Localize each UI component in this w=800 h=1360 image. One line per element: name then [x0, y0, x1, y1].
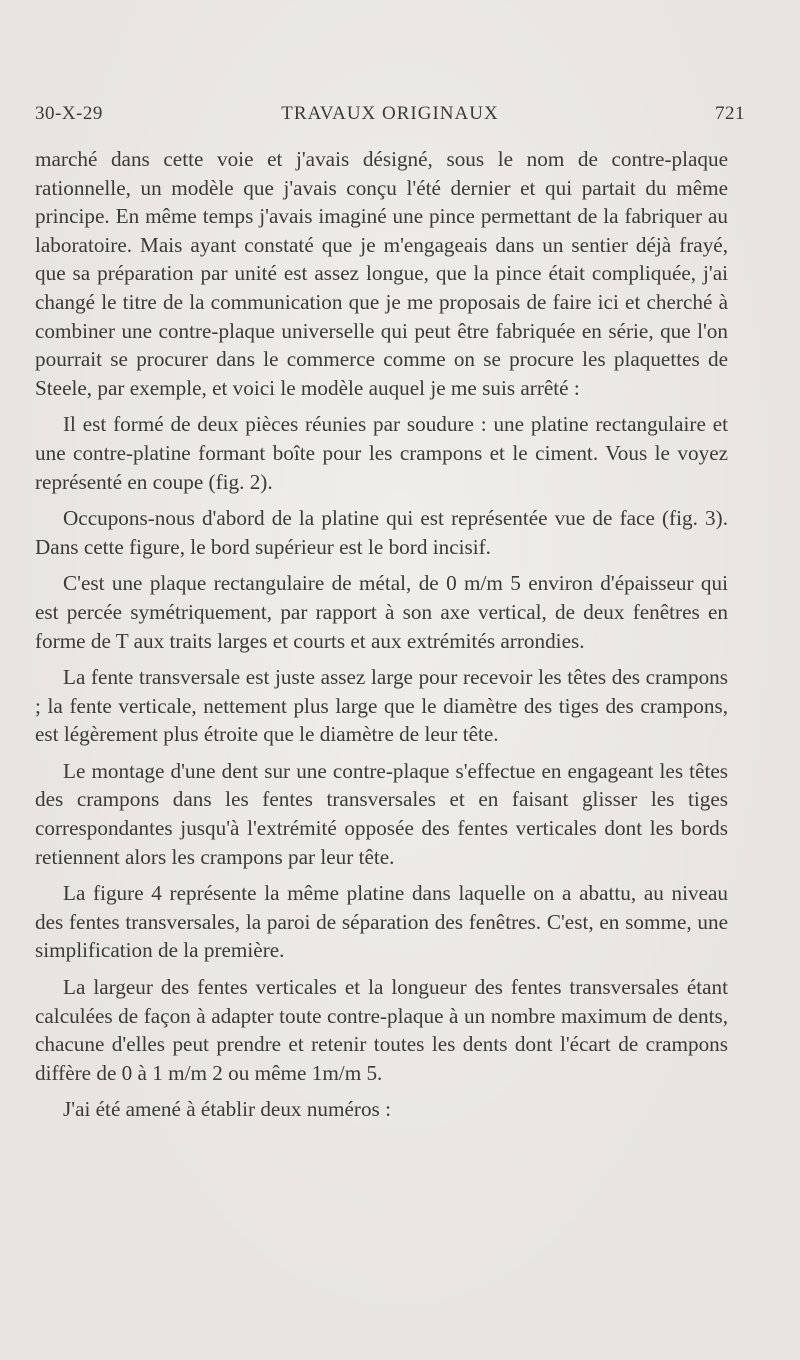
header-date: 30-X-29 — [35, 103, 103, 124]
paragraph: Occupons-nous d'abord de la platine qui est représentée vue de face (fig. 3). Dans cette figure, le bord supérieur est le bord incisif. — [35, 506, 728, 559]
running-header — [35, 103, 745, 131]
paragraph: La fente transversale est juste assez large pour recevoir les têtes des crampons ; la fente verticale, nettement plus large que le diamètre des tiges des crampons, est légèrement plus étroite que le diamètre de leur tête. — [35, 665, 728, 747]
paragraph: C'est une plaque rectangulaire de métal, de 0 m/m 5 environ d'épaisseur qui est percée symétriquement, par rapport à son axe vertical, de deux fenêtres en forme de T aux traits larges et courts et aux extrémités arrondies. — [35, 571, 728, 653]
paragraph: Le montage d'une dent sur une contre-plaque s'effectue en engageant les têtes des crampons dans les fentes transversales et en faisant glisser les tiges correspondantes jusqu'à l'extrémité opposée des fentes verticales dont les bords retiennent alors les crampons par leur tête. — [35, 758, 728, 869]
header-section-title: TRAVAUX ORIGINAUX — [281, 103, 499, 124]
paragraph: La largeur des fentes verticales et la longueur des fentes transversales étant calculées de façon à adapter toute contre-plaque à un nombre maximum de dents, chacune d'elles peut prendre et retenir toutes les dents dont l'écart de crampons diffère de 0 à 1 m/m 2 ou même 1m/m 5. — [35, 975, 728, 1085]
paragraph: J'ai été amené à établir deux numéros : — [63, 1097, 391, 1122]
article-body — [35, 145, 728, 1132]
page-number: 721 — [715, 103, 745, 124]
paragraph-continuation: marché dans cette voie et j'avais désigné, sous le nom de contre-plaque rationnelle, un modèle que j'avais conçu l'été dernier et qui partait du même principe. En même temps j'avais imaginé une pince permettant de la fabriquer au laboratoire. Mais ayant constaté que je m'engageais dans un sentier déjà frayé, que sa préparation par unité est assez longue, que la pince était compliquée, j'ai changé le titre de la communication que je me proposais de faire ici et cherché à combiner une contre-plaque universelle qui peut être fabriquée en série, que l'on pourrait se procurer dans le commerce comme on se procure les plaquettes de Steele, par exemple, et voici le modèle auquel je me suis arrêté : — [35, 147, 728, 400]
paragraph: La figure 4 représente la même platine dans laquelle on a abattu, au niveau des fentes transversales, la paroi de séparation des fenêtres. C'est, en somme, une simplification de la première. — [35, 881, 728, 963]
paragraph: Il est formé de deux pièces réunies par soudure : une platine rectangulaire et une contre-platine formant boîte pour les crampons et le ciment. Vous le voyez représenté en coupe (fig. 2). — [35, 412, 728, 494]
